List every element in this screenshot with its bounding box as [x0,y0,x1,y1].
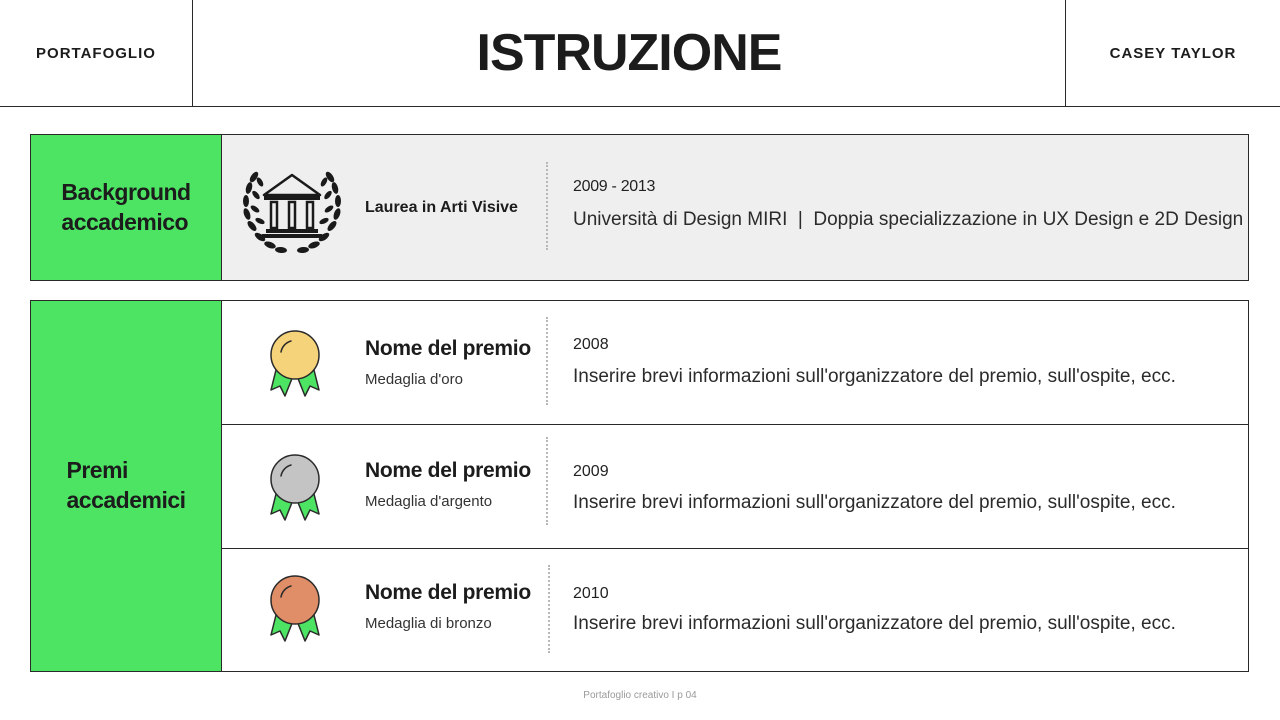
academic-heading-line1: Background [61,178,191,205]
page-footer: Portafoglio creativo I p 04 [583,690,697,701]
page-header [0,0,1280,107]
degree-details: Università di Design MIRI | Doppia specializzazione in UX Design e 2D Design [573,209,1244,230]
divider [548,565,550,653]
academic-awards-section [30,300,1249,672]
academic-awards-heading [31,301,222,671]
awards-heading-line1: Premi [66,457,128,484]
portfolio-label: PORTAFOGLIO [0,0,193,106]
divider [546,437,548,525]
divider [546,162,548,250]
award-year: 2008 [573,336,609,353]
award-description: Inserire brevi informazioni sull'organizzatore del premio, sull'ospite, ecc. [573,613,1176,634]
award-description: Inserire brevi informazioni sull'organizzatore del premio, sull'ospite, ecc. [573,492,1176,513]
bronze-medal-icon [267,575,323,650]
degree-row [222,135,1248,280]
award-medal: Medaglia d'oro [365,371,463,388]
university-laurel-icon [240,163,344,264]
award-year: 2010 [573,585,609,602]
silver-medal-icon [267,454,323,529]
degree-years: 2009 - 2013 [573,178,656,195]
award-title: Nome del premio [365,459,531,482]
academic-heading-line2: accademico [61,208,189,235]
award-year: 2009 [573,463,609,480]
award-medal: Medaglia d'argento [365,493,493,510]
award-title: Nome del premio [365,581,531,604]
academic-background-heading [31,135,222,280]
award-row-bronze [222,548,1248,671]
degree-title: Laurea in Arti Visive [365,199,518,216]
gold-medal-icon [267,330,323,405]
award-medal: Medaglia di bronzo [365,615,492,632]
author-name: CASEY TAYLOR [1065,0,1280,106]
award-row-gold [222,301,1248,424]
page-title: ISTRUZIONE [476,24,782,82]
award-description: Inserire brevi informazioni sull'organizzatore del premio, sull'ospite, ecc. [573,366,1176,387]
award-row-silver [222,424,1248,548]
divider [546,317,548,405]
award-title: Nome del premio [365,337,531,360]
academic-background-section [30,134,1249,281]
awards-heading-line2: accademici [66,487,186,513]
